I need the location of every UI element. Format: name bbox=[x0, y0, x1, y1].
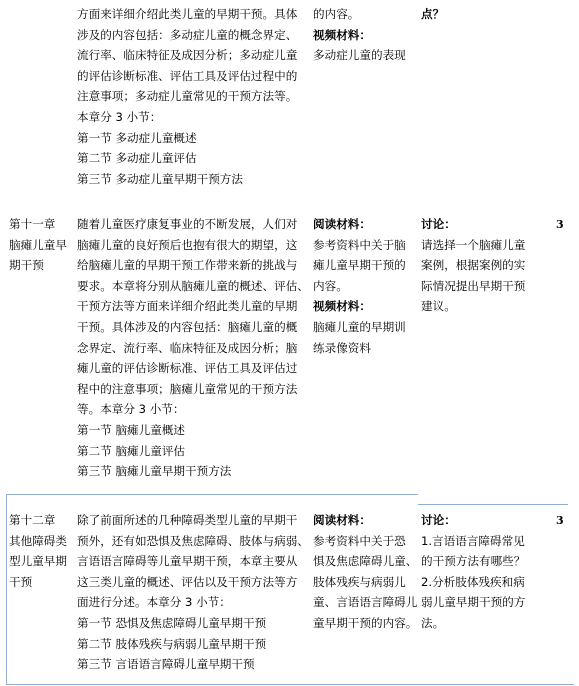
discussion-line: 请选择一个脑瘫儿童 bbox=[421, 237, 526, 252]
content-line: 涉及的内容包括：多动症儿童的概念界定、 bbox=[77, 27, 298, 42]
content-line: 第二节 脑瘫儿童评估 bbox=[77, 443, 186, 458]
chapter11-discussion-cell bbox=[421, 214, 556, 317]
chapter12-content-cell bbox=[77, 510, 313, 675]
content-line: 第三节 多动症儿童早期干预方法 bbox=[77, 171, 243, 186]
chapter12-title-cell bbox=[9, 510, 77, 592]
content-line: 这三类儿童的概述、评估以及干预方法等方 bbox=[77, 574, 298, 589]
discussion-tail: 点？ bbox=[421, 7, 445, 21]
materials-line: 内容。 bbox=[313, 278, 348, 293]
content-line: 念界定、流行率、临床特征及成因分析；脑 bbox=[77, 340, 298, 355]
table-left-border bbox=[6, 494, 7, 685]
chapter-title-line: 其他障碍类 bbox=[9, 533, 67, 548]
content-line: 第二节 肢体残疾与病弱儿童早期干预 bbox=[77, 636, 267, 651]
content-line: 面进行分述。本章分 3 小节： bbox=[77, 595, 231, 610]
materials-line: 的内容。 bbox=[313, 7, 360, 21]
content-line: 第一节 多动症儿童概述 bbox=[77, 130, 197, 145]
content-line: 等。本章分 3 小节： bbox=[77, 402, 185, 417]
discussion-line: 1.言语语言障碍常见 bbox=[421, 533, 525, 548]
row-divider-right bbox=[418, 504, 568, 505]
video-materials-heading: 视频材料： bbox=[313, 299, 371, 314]
content-line: 第一节 脑瘫儿童概述 bbox=[77, 422, 186, 437]
reading-materials-heading: 阅读材料： bbox=[313, 513, 371, 527]
content-line: 第三节 言语语言障碍儿童早期干预 bbox=[77, 657, 255, 672]
discussion-line: 法。 bbox=[421, 615, 445, 630]
content-line: 干预。具体涉及的内容包括：脑瘫儿童的概 bbox=[77, 319, 298, 334]
chapter12-discussion-cell bbox=[421, 510, 556, 634]
continued-content-cell bbox=[77, 4, 313, 189]
content-line: 言语语言障碍等儿童早期干预，本章主要从 bbox=[77, 554, 298, 569]
materials-line: 肢体残疾与病弱儿 bbox=[313, 574, 406, 589]
chapter11-title-cell bbox=[9, 214, 75, 276]
chapter11-materials-cell bbox=[313, 214, 417, 358]
chapter-title-line: 期干预 bbox=[9, 258, 44, 273]
content-line: 本章分 3 小节： bbox=[77, 109, 162, 124]
materials-line: 惧及焦虑障碍儿童、 bbox=[313, 554, 418, 569]
table-bottom-border bbox=[6, 684, 574, 685]
video-materials-heading: 视频材料： bbox=[313, 27, 371, 42]
content-line: 瘫儿童的评估诊断标准、评估工具及评估过 bbox=[77, 361, 298, 376]
materials-line: 参考资料中关于脑 bbox=[313, 237, 406, 252]
chapter11-content-cell bbox=[77, 214, 313, 482]
content-line: 要求。本章将分别从脑瘫儿童的概述、评估、 bbox=[77, 278, 309, 293]
continued-materials-cell bbox=[313, 4, 417, 66]
discussion-line: 建议。 bbox=[421, 299, 456, 314]
content-line: 的评估诊断标准、评估工具及评估过程中的 bbox=[77, 68, 298, 83]
content-line: 第二节 多动症儿童评估 bbox=[77, 151, 197, 166]
video-materials-text: 多动症儿童的表现 bbox=[313, 48, 406, 63]
materials-line: 练录像资料 bbox=[313, 340, 371, 355]
materials-line: 童、言语语言障碍儿 bbox=[313, 595, 418, 610]
content-line: 注意事项；多动症儿童常见的干预方法等。 bbox=[77, 89, 298, 104]
content-line: 预外，还有如恐惧及焦虑障碍、肢体与病弱、 bbox=[77, 533, 309, 548]
chapter-title-line: 第十二章 bbox=[9, 513, 56, 527]
continued-discussion-cell bbox=[421, 4, 556, 25]
content-line: 除了前面所述的几种障碍类型儿童的早期干 bbox=[77, 513, 298, 527]
content-line: 第三节 脑瘫儿童早期干预方法 bbox=[77, 464, 232, 479]
content-line: 给脑瘫儿童的早期干预工作带来新的挑战与 bbox=[77, 258, 298, 273]
materials-line: 脑瘫儿童的早期训 bbox=[313, 319, 406, 334]
reading-materials-heading: 阅读材料： bbox=[313, 217, 371, 231]
discussion-line: 的干预方法有哪些？ bbox=[421, 554, 526, 569]
content-line: 第一节 恐惧及焦虑障碍儿童早期干预 bbox=[77, 615, 267, 630]
discussion-line: 2.分析肢体残疾和病 bbox=[421, 574, 525, 589]
chapter-title-line: 第十一章 bbox=[9, 217, 56, 231]
discussion-heading: 讨论： bbox=[421, 217, 456, 231]
materials-line: 童早期干预的内容。 bbox=[313, 615, 418, 630]
chapter-title-line: 脑瘫儿童早 bbox=[9, 237, 67, 252]
materials-line: 参考资料中关于恐 bbox=[313, 533, 406, 548]
materials-line: 瘫儿童早期干预的 bbox=[313, 258, 406, 273]
content-line: 方面来详细介绍此类儿童的早期干预。具体 bbox=[77, 7, 298, 21]
content-line: 程中的注意事项；脑瘫儿童常见的干预方法 bbox=[77, 381, 298, 396]
content-line: 随着儿童医疗康复事业的不断发展，人们对 bbox=[77, 217, 298, 231]
chapter12-hours: 3 bbox=[556, 514, 564, 527]
chapter11-hours: 3 bbox=[556, 218, 564, 231]
row-divider bbox=[6, 494, 418, 495]
discussion-line: 际情况提出早期干预 bbox=[421, 278, 526, 293]
chapter-title-line: 干预 bbox=[9, 574, 33, 589]
chapter-title-line: 型儿童早期 bbox=[9, 554, 67, 569]
content-line: 干预方法等方面来详细介绍此类儿童的早期 bbox=[77, 299, 298, 314]
discussion-line: 弱儿童早期干预的方 bbox=[421, 595, 526, 610]
discussion-line: 案例，根据案例的实 bbox=[421, 258, 526, 273]
content-line: 脑瘫儿童的良好预后也抱有很大的期望，这 bbox=[77, 237, 298, 252]
discussion-heading: 讨论： bbox=[421, 513, 456, 527]
chapter12-materials-cell bbox=[313, 510, 417, 634]
content-line: 流行率、临床特征及成因分析；多动症儿童 bbox=[77, 48, 298, 63]
